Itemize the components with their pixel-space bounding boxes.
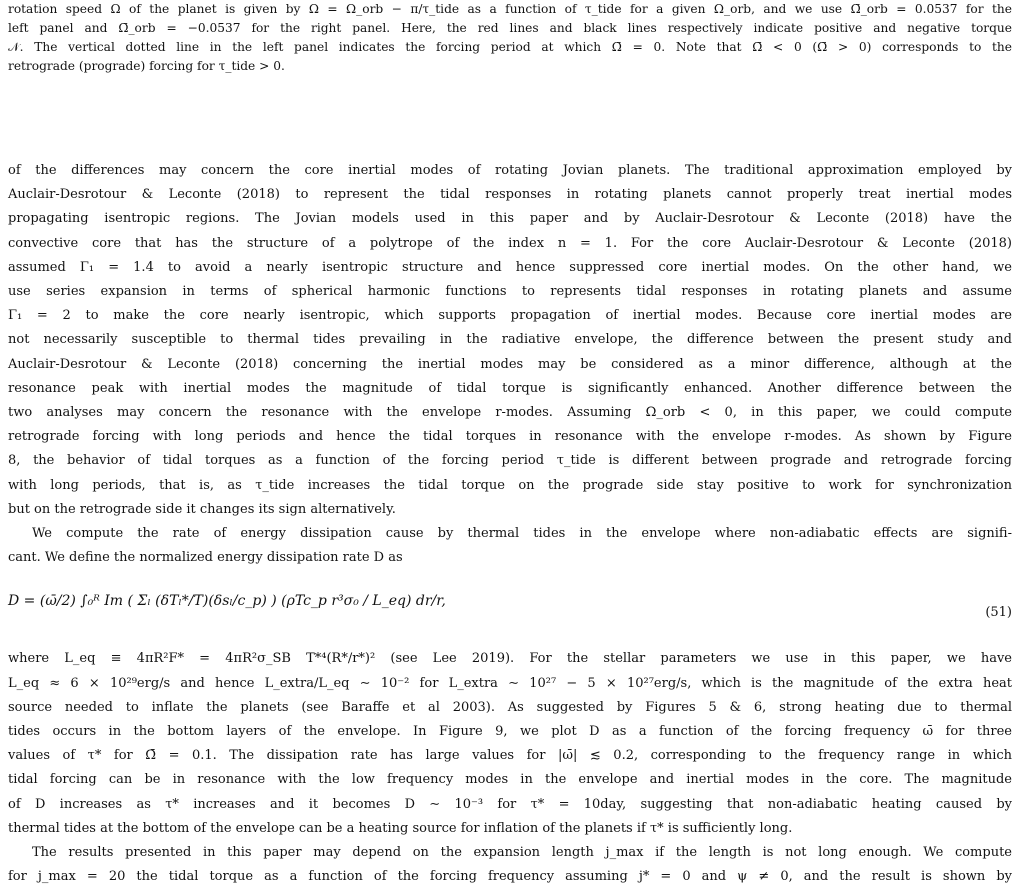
text-line: source needed to inflate the planets (see Baraffe et al 2003). As suggested by Figures 5 & 6, strong heating due to thermal: [8, 699, 1012, 715]
text-line: of D increases as τ* increases and it becomes D ∼ 10⁻³ for τ* = 10day, suggesting that non-adiabatic heating caused by: [8, 796, 1012, 812]
body-text: [8, 159, 1012, 889]
caption-line: retrograde (prograde) forcing for τ_tide > 0.: [8, 59, 285, 73]
equation-number: (51): [985, 605, 1012, 621]
text-line: tides occurs in the bottom layers of the envelope. In Figure 9, we plot D as a function of the forcing frequency ω̄ for three: [8, 724, 1012, 740]
caption-line: rotation speed Ω of the planet is given by Ω = Ω_orb − π/τ_tide as a function of τ_tide for a given Ω_orb, and we use Ω̄_orb = 0.0537 for the: [8, 2, 1012, 16]
text-line: use series expansion in terms of spherical harmonic functions to represents tidal responses in rotating planets and assume: [8, 284, 1012, 300]
text-line: cant. We define the normalized energy dissipation rate D as: [8, 550, 403, 566]
text-line: thermal tides at the bottom of the envelope can be a heating source for inflation of the planets if τ* is sufficiently long.: [8, 820, 793, 836]
paragraph-expansion-length: [8, 841, 1012, 889]
text-line: two analyses may concern the resonance with the envelope r-modes. Assuming Ω_orb < 0, in this paper, we could compute: [8, 405, 1012, 421]
text-line: Auclair-Desrotour & Leconte (2018) concerning the inertial modes may be considered as a minor difference, although at the: [8, 356, 1012, 372]
equation-body: D = (ω̄/2) ∫₀ᴿ Im ( Σₗ (δTₗ*/T)(δsₗ/c_p) ) (ρTc_p r³σ₀ / L_eq) dr/r,: [8, 593, 446, 610]
paragraph-luminosity: [8, 647, 1012, 841]
figure-caption: [8, 0, 1012, 76]
paragraph-energy-dissipation: [8, 522, 1012, 570]
text-line: values of τ* for Ω̄ = 0.1. The dissipation rate has large values for |ω̄| ≲ 0.2, corresponding to the frequency range in which: [8, 748, 1012, 764]
text-line: resonance peak with inertial modes the magnitude of tidal torque is significantly enhanced. Another difference between the: [8, 380, 1012, 396]
text-line: propagating isentropic regions. The Jovian models used in this paper and by Auclair-Desrotour & Leconte (2018) have the: [8, 211, 1012, 227]
caption-line: 𝒩. The vertical dotted line in the left panel indicates the forcing period at which Ω̄ = 0. Note that Ω̄ < 0 (Ω̄ > 0) corresponds to the: [8, 40, 1012, 54]
text-line: where L_eq ≡ 4πR²F* = 4πR²σ_SB T*⁴(R*/r*)² (see Lee 2019). For the stellar parameters we use in this paper, we have: [8, 651, 1012, 667]
text-line: Auclair-Desrotour & Leconte (2018) to represent the tidal responses in rotating planets cannot properly treat inertial modes: [8, 187, 1012, 203]
equation-51: [8, 575, 1012, 641]
caption-line: left panel and Ω̄_orb = −0.0537 for the right panel. Here, the red lines and black lines respectively indicate positive and negative torque: [8, 21, 1012, 35]
text-line: tidal forcing can be in resonance with the low frequency modes in the envelope and inertial modes in the core. The magnitude: [8, 772, 1012, 788]
text-line: assumed Γ₁ = 1.4 to avoid a nearly isentropic structure and hence suppressed core inertial modes. On the other hand, we: [8, 259, 1012, 275]
text-line: 8, the behavior of tidal torques as a function of the forcing period τ_tide is different between prograde and retrograde forcing: [8, 453, 1012, 469]
text-line: convective core that has the structure of a polytrope of the index n = 1. For the core Auclair-Desrotour & Leconte (2018): [8, 235, 1012, 251]
text-line: not necessarily susceptible to thermal tides prevailing in the radiative envelope, the difference between the present study and: [8, 332, 1012, 348]
text-line: Γ₁ = 2 to make the core nearly isentropic, which supports propagation of inertial modes. Because core inertial modes are: [8, 308, 1012, 324]
text-line: The results presented in this paper may depend on the expansion length j_max if the length is not long enough. We compute: [32, 845, 1012, 861]
paragraph-inertial-modes: [8, 159, 1012, 522]
text-line: for j_max = 20 the tidal torque as a function of the forcing frequency assuming j* = 0 and ψ ≠ 0, and the result is shown by: [8, 869, 1012, 885]
text-line: but on the retrograde side it changes its sign alternatively.: [8, 501, 396, 517]
text-line: L_eq ≈ 6 × 10²⁹erg/s and hence L_extra/L_eq ∼ 10⁻² for L_extra ∼ 10²⁷ − 5 × 10²⁷erg/s, which is the magnitude of the extra heat: [8, 675, 1012, 691]
text-line: of the differences may concern the core inertial modes of rotating Jovian planets. The traditional approximation employed by: [8, 163, 1012, 178]
text-line: with long periods, that is, as τ_tide increases the tidal torque on the prograde side stay positive to work for synchronization: [8, 477, 1012, 493]
text-line: We compute the rate of energy dissipation cause by thermal tides in the envelope where non-adiabatic effects are signifi-: [32, 526, 1012, 542]
text-line: retrograde forcing with long periods and hence the tidal torques in resonance with the envelope r-modes. As shown by Figure: [8, 429, 1012, 445]
